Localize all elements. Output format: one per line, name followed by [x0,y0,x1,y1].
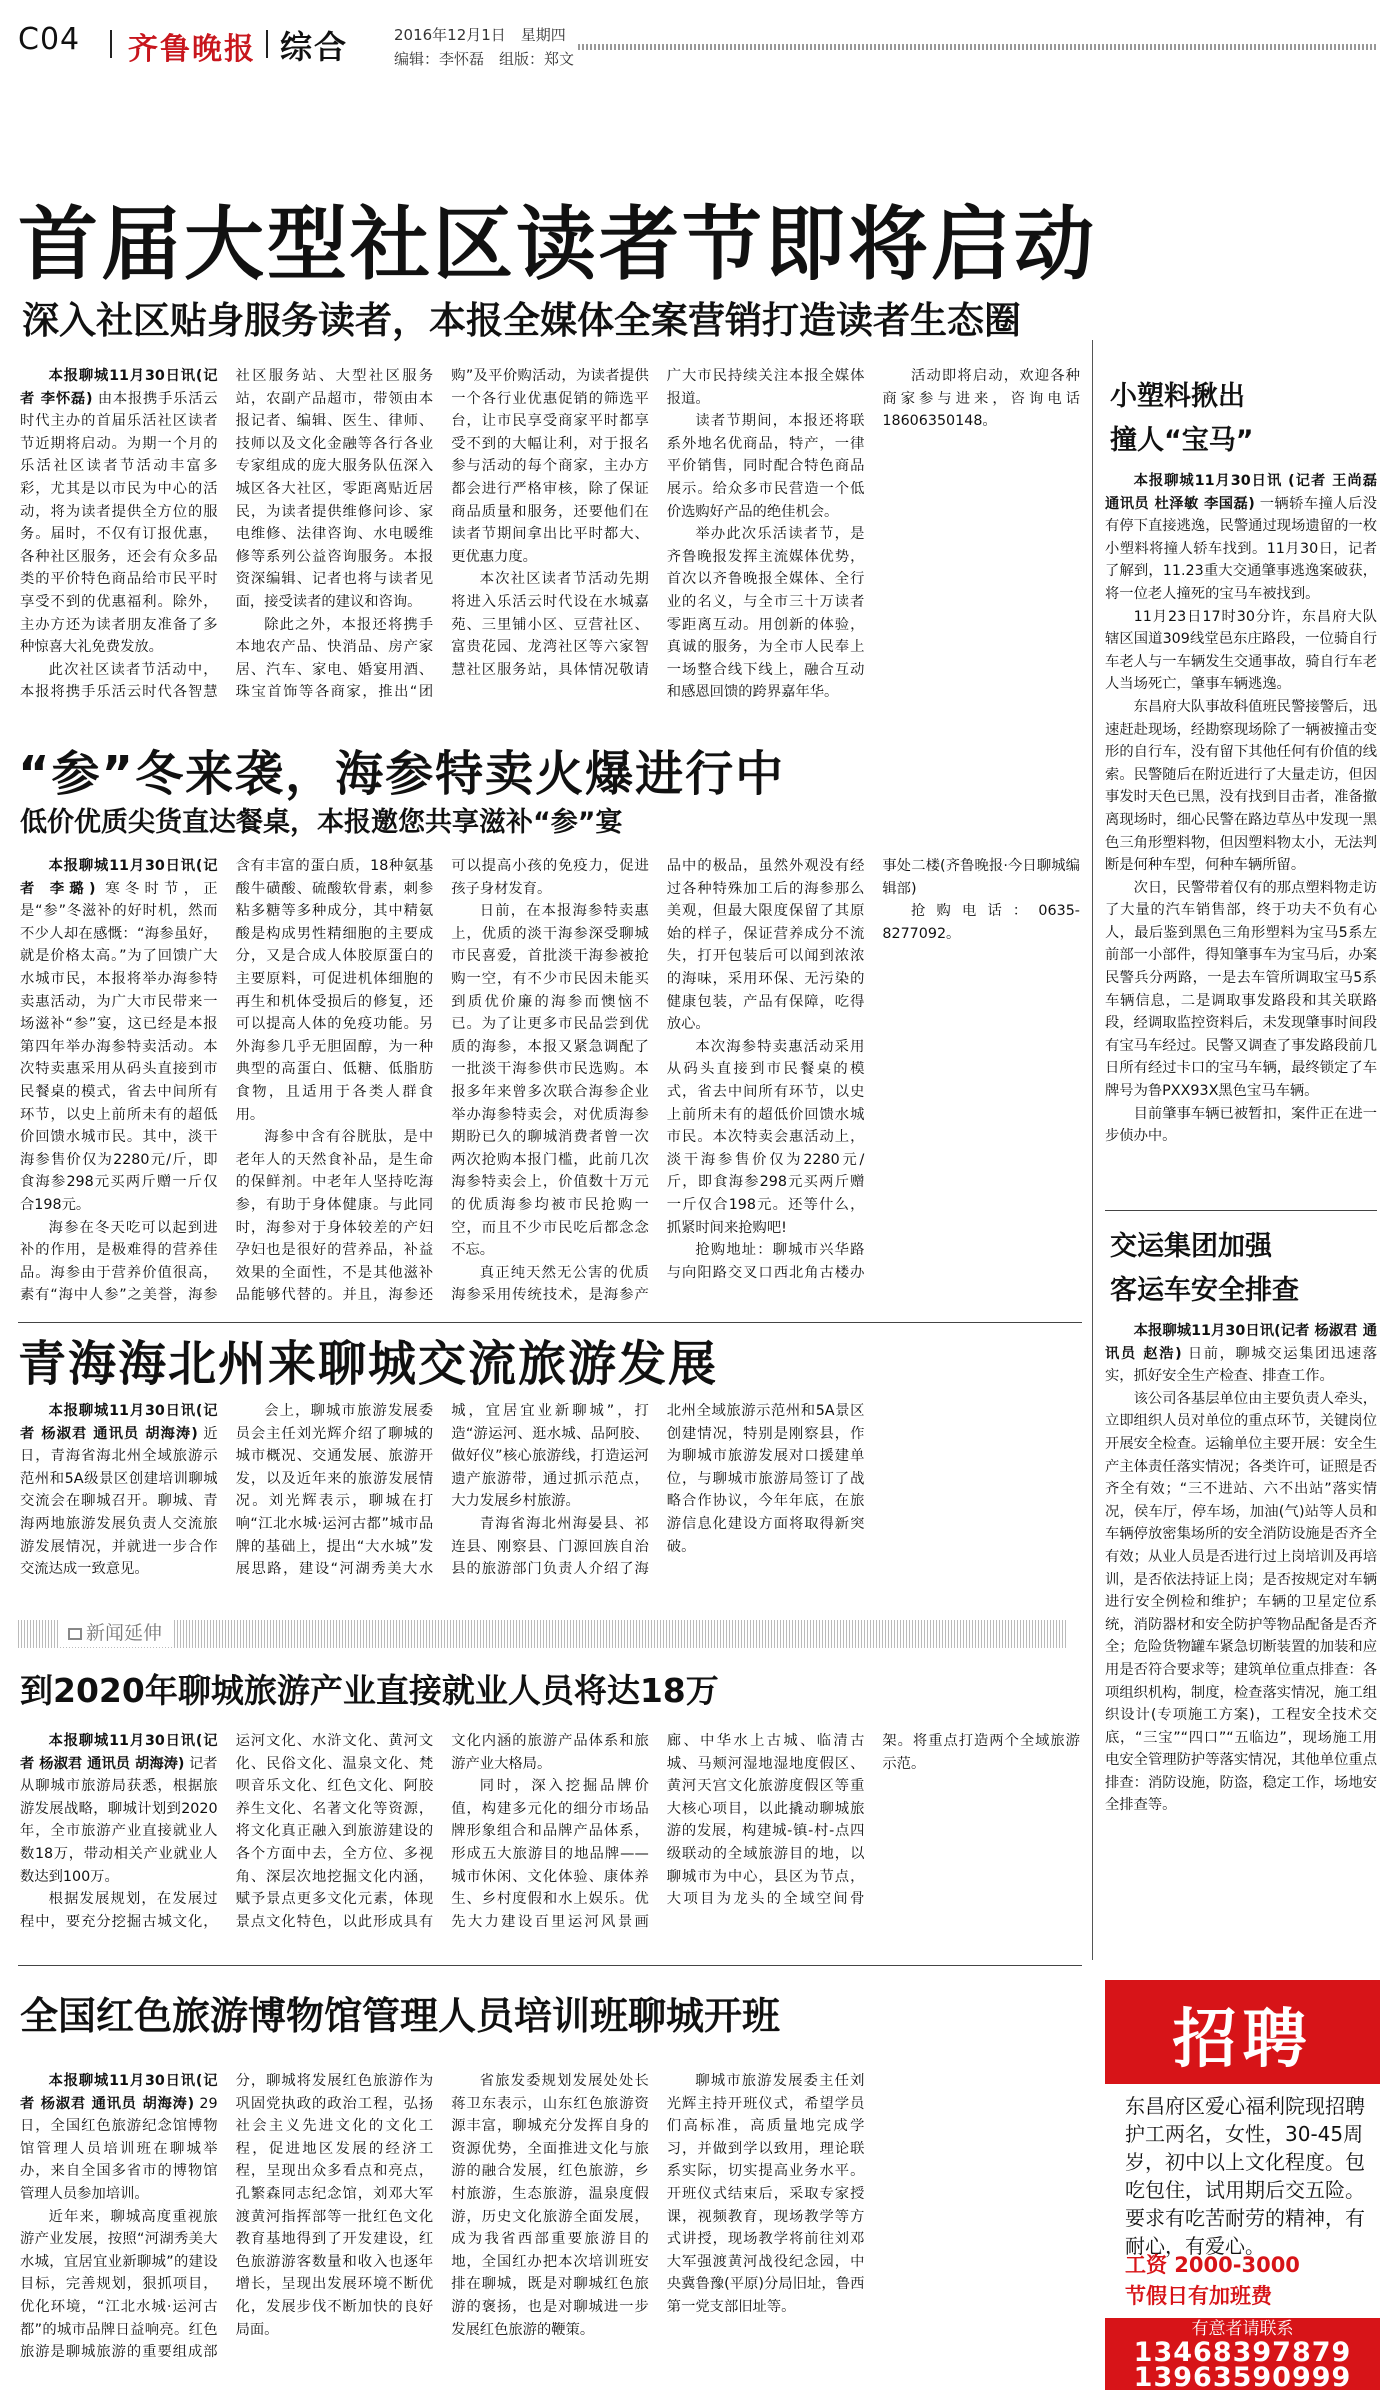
article-paragraph: 同时，深入挖掘品牌价值，构建多元化的细分市场品牌形象组合和品牌产品体系，形成五大旅游目的地品牌——城市休闲、文化体验、康体养生、乡村度假和水上娱乐。优先大力建设百里运河风景画廊、中华水上古城、临清古城、马颊河湿地湿地度假区、黄河天宫文化旅游度假区等重大核心项目，以此撬动聊城旅游的发展，构建城-镇-村-点四级联动的全域旅游目的地，以聊城市为中心，县区为节点，大项目为龙头的全域空间骨架。将重点打造两个全域旅游示范。 [451,1733,1080,1930]
article-paragraph: 活动即将启动，欢迎各种商家参与进来，咨询电话18606350148。 [882,368,1080,430]
lead-subheadline: 深入社区贴身服务读者，本报全媒体全案营销打造读者生态圈 [22,299,1021,342]
article-paragraph: 举办此次乐活读者节，是齐鲁晚报发挥主流媒体优势，首次以齐鲁晚报全媒体、全行业的名义，与全市三十万读者零距离互动。用创新的体验，真诚的服务，为全市人民奉上一场整合线下线上，融合互动和感恩回馈的跨界嘉年华。 [666,526,865,701]
dateline: 本报聊城11月30日讯(记者 李璐) [20,858,218,897]
side-story-headline: 交运集团加强 客运车安全排查 [1110,1231,1299,1306]
ad-pay: 工资 2000-3000 节假日有加班费 [1125,2253,1300,2308]
pattern-bar [18,1620,1068,1648]
article-paragraph: 海参在冬天吃可以起到进补的作用，是极难得的营养佳品。海参由于营养价值很高，素有“海中人参”之美誉，海参含有丰富的蛋白质，18种氨基酸牛磺酸、硫酸软骨素，刺参粘多糖等多种成分，其中精氨酸是构成男性精细胞的主要成分，又是合成人体胶原蛋白的主要原料，可促进机体细胞的再生和机体受损后的修复，还可以提高人体的免疫功能。另外海参几乎无胆固醇，为一种典型的高蛋白、低糖、低脂肪食物，且适用于各类人群食用。 [20,858,434,1304]
news-extension-tag: 新闻延伸 [58,1616,172,1647]
article-paragraph: 本报聊城11月30日讯(记者 李怀磊) 由本报携手乐活云时代主办的首届乐活社区读者节近期将启动。为期一个月的乐活社区读者节活动丰富多彩，尤其是以市民为中心的活动，将为读者提供全方位的服务。届时，不仅有订报优惠，各种社区服务，还会有众多品类的平价特色商品给市民平时享受不到的优惠福利。除外，主办方还为读者朋友准备了多种惊喜大礼免费发放。 [20,368,218,656]
ad-phone-2: 13963590999 [1133,2362,1352,2393]
ad-title: 招聘 [1172,2003,1313,2077]
ad-contact-label: 有意者请联系 [1191,2319,1294,2339]
newspaper-logo: 齐鲁晚报 [128,32,256,67]
article-paragraph: 会上，聊城市旅游发展委员会主任刘光辉介绍了聊城的城市概况、交通发展、旅游开发，以及近年来的旅游发展情况。刘光辉表示，聊城在打响“江北水城·运河古都”城市品牌的基础上，提出“大水城”发展思路，建设“河湖秀美大水城，宜居宜业新聊城”，打造“游运河、逛水城、品阿胶、做好仪”核心旅游线，打造运河遗产旅游带，通过抓示范点，大力发展乡村旅游。 [235,1403,649,1578]
article-paragraph: 本报聊城11月30日讯 (记者 王尚磊 通讯员 杜泽敏 李国磊) 一辆轿车撞人后没有停下直接逃逸，民警通过现场遗留的一枚小塑料将撞人轿车找到。11月30日，记者了解到，11.23重大交通肇事逃逸案破获，将一位老人撞死的宝马车被找到。 [1105,473,1377,602]
article-paragraph: 省旅发委规划发展处处长蒋卫东表示，山东红色旅游资源丰富，聊城充分发挥自身的资源优势，全面推进文化与旅游的融合发展，红色旅游，乡村旅游，生态旅游，温泉度假游，历史文化旅游全面发展，成为我省西部重要旅游目的地，全国红办把本次培训班安排在聊城，既是对聊城红色旅游的褒扬，也是对聊城进一步发展红色旅游的鞭策。 [451,2073,649,2338]
ad-contact-box [1105,2318,1380,2393]
qinghai-article-body [20,1400,1080,1600]
page-number: C04 [18,22,81,57]
sea-cucumber-headline: “参”冬来袭，海参特卖火爆进行中 [18,746,786,802]
article-paragraph: 日前，在本报海参特卖惠上，优质的淡干海参深受聊城市民喜爱，首批淡干海参被抢购一空，有不少市民因未能买到质优价廉的海参而懊恼不已。为了让更多市民品尝到优质的海参，本报又紧急调配了一批淡干海参供市民选购。本报多年来曾多次联合海参企业举办海参特卖会，对优质海参期盼已久的聊城消费者曾一次两次抢购本报门槛，此前几次海参特卖会上，价值数十万元的优质海参均被市民抢购一空，而且不少市民吃后都念念不忘。 [451,903,649,1259]
section-rule [1105,1210,1377,1211]
section-rule [18,1965,1082,1966]
page-header [18,18,1378,68]
article-paragraph: 真正纯天然无公害的优质海参采用传统技术，是海参产品中的极品，虽然外观没有经过各种特殊加工后的海参那么美观，但最大限度保留了其原始的样子，保证营养成分不流失，打开包装后可以闻到浓浓的海味，采用环保、无污染的健康包装，产品有保障，吃得放心。 [451,858,865,1304]
article-paragraph: 抢购电话：0635-8277092。 [882,903,1080,942]
article-paragraph: 本报聊城11月30日讯(记者 杨淑君 通讯员 赵浩) 日前，聊城交运集团迅速落实，抓好安全生产检查、排查工作。 [1105,1323,1377,1385]
column-divider [1092,340,1093,1960]
editor-credits: 编辑：李怀磊 组版：郑文 [394,50,575,68]
article-paragraph: 抢购地址：聊城市兴华路与向阳路交叉口西北角古楼办事处二楼(齐鲁晚报·今日聊城编辑部) [666,858,1080,1281]
article-paragraph: 读者节期间，本报还将联系外地名优商品，特产，一律平价销售，同时配合特色商品展示。给众多市民营造一个低价选购好产品的绝佳机会。 [666,413,865,520]
recruiting-ad [1105,1980,1380,2393]
article-paragraph: 本报聊城11月30日讯(记者 杨淑君 通讯员 胡海涛) 记者从聊城市旅游局获悉，根据旅游发展战略，聊城计划到2020年，全市旅游产业直接就业人数18万，带动相关产业就业人数达到100万。 [20,1733,218,1885]
red-tourism-headline: 全国红色旅游博物馆管理人员培训班聊城开班 [20,1994,781,2038]
section-title: 综合 [280,28,349,66]
header-rule [578,44,1378,50]
header-divider [266,30,268,58]
article-paragraph: 本报聊城11月30日讯(记者 杨淑君 通讯员 胡海涛) 近日，青海省海北州全域旅游示范州和5A级景区创建培训聊城交流会在聊城召开。聊城、青海两地旅游发展负责人交流旅游发展情况，并就进一步合作交流达成一致意见。 [20,1403,218,1578]
lead-article-body [20,365,1080,720]
article-paragraph: 本次社区读者节活动先期将进入乐活云时代设在水城嘉苑、三里铺小区、豆营社区、富贵花园、龙湾社区等六家智慧社区服务站，具体情况敬请广大市民持续关注本报全媒体报道。 [451,368,865,678]
dateline: 本报聊城11月30日讯(记者 杨淑君 通讯员 胡海涛) [20,1733,218,1772]
square-icon [68,1628,82,1640]
article-paragraph: 本次海参特卖惠活动采用从码头直接到市民餐桌的模式，省去中间所有环节，以史上前所未有的超低价回馈水城市民。本次特卖会惠活动上，淡干海参售价仅为2280元/斤，即食海参298元买两斤赠一斤仅合198元。还等什么，抓紧时间来抢购吧! [666,1038,865,1236]
dateline: 本报聊城11月30日讯(记者 杨淑君 通讯员 胡海涛) [20,1403,218,1442]
sea-cucumber-article-body [20,855,1080,1315]
lead-headline: 首届大型社区读者节即将启动 [18,198,1097,291]
side-story-headline: 小塑料揪出 撞人“宝马” [1110,381,1254,456]
article-paragraph: 本报聊城11月30日讯(记者 杨淑君 通讯员 胡海涛) 29日，全国红色旅游纪念馆博物馆管理人员培训班在聊城举办，来自全国多省市的博物馆管理人员参加培训。 [20,2073,218,2202]
article-paragraph: 11月23日17时30分许，东昌府大队辖区国道309线堂邑东庄路段，一位骑自行车老人与一车辆发生交通事故，骑自行车老人当场死亡，肇事车辆逃逸。 [1105,608,1377,693]
article-paragraph: 根据发展规划，在发展过程中，要充分挖掘古城文化，运河文化、水浒文化、黄河文化、民俗文化、温泉文化、梵呗音乐文化、红色文化、阿胶养生文化、名著文化等资源，将文化真正融入到旅游建设的各个方面中去，全方位、多视角、深层次地挖掘文化内涵，赋予景点更多文化元素，体现景点文化特色，以此形成具有文化内涵的旅游产品体系和旅游产业大格局。 [20,1733,649,1930]
article-paragraph: 本报聊城11月30日讯(记者 李璐) 寒冬时节，正是“参”冬滋补的好时机，然而不少人却在感慨：“海参虽好，就是价格太高。”为了回馈广大水城市民，本报将举办海参特卖惠活动，为广大市民带来一场滋补“参”宴，这已经是本报第四年举办海参特卖活动。本次特卖惠采用从码头直接到市民餐桌的模式，省去中间所有环节，以史上前所未有的超低价回馈水城市民。其中，淡干海参售价仅为2280元/斤，即食海参298元买两斤赠一斤仅合198元。 [20,858,218,1213]
qinghai-headline: 青海海北州来聊城交流旅游发展 [18,1336,719,1392]
dateline: 本报聊城11月30日讯(记者 杨淑君 通讯员 赵浩) [1105,1323,1377,1362]
article-paragraph: 海参中含有谷胱肽，是中老年人的天然食补品，是生命的保鲜剂。中老年人坚持吃海参，有助于身体健康。与此同时，海参对于身体较差的产妇孕妇也是很好的营养品，补益效果的全面性，不是其他滋补品能够代替的。并且，海参还可以提高小孩的免疫力，促进孩子身材发育。 [235,858,649,1304]
section-rule [18,1322,1082,1323]
dateline: 本报聊城11月30日讯(记者 杨淑君 通讯员 胡海涛) [20,2073,218,2112]
red-tourism-article-body [20,2070,1080,2375]
article-paragraph: 目前肇事车辆已被暂扣，案件正在进一步侦办中。 [1105,1105,1377,1145]
sea-cucumber-subheadline: 低价优质尖货直达餐桌，本报邀您共享滋补“参”宴 [20,807,623,838]
tourism-jobs-article-body [20,1730,1080,1955]
ad-title-banner [1105,1980,1380,2084]
ad-phone-1: 13468397879 [1133,2337,1352,2368]
dateline: 本报聊城11月30日讯(记者 李怀磊) [20,368,218,407]
article-paragraph: 该公司各基层单位由主要负责人牵头，立即组织人员对单位的重点环节，关键岗位开展安全检查。运输单位主要开展：安全生产主体责任落实情况；各类许可，证照是否齐全有效；“三不进站、六不出站”落实情况，侯车厅，停车场，加油(气)站等人员和车辆停放密集场所的安全消防设施是否齐全有效；从业人员是否进行过上岗培训及再培训，是否依法持证上岗；是否按规定对车辆进行安全例检和维护；车辆的卫星定位系统，消防器材和安全防护等物品配备是否齐全；危险货物罐车紧急切断装置的加装和应用是否符合要求等；建筑单位重点排查：各项组织机构，制度，检查落实情况，施工组织设计(专项施工方案)，工程安全技术交底，“三宝”“四口”“五临边”，现场施工用电安全管理防护等落实情况，其他单位重点排查：消防设施，防盗，稳定工作，场地安全排查等。 [1105,1390,1377,1814]
news-extension-bar [18,1610,1068,1650]
side-story-body [1105,1320,1377,1970]
article-paragraph: 此次社区读者节活动中，本报将携手乐活云时代各智慧社区服务站、大型社区服务站，农副产品超市，带领由本报记者、编辑、医生、律师、技师以及文化金融等各行各业专家组成的庞大服务队伍深入城区各大社区，零距离贴近居民，为读者提供维修问诊、家电维修、法律咨询、水电暖维修等系列公益咨询服务。本报资深编辑、记者也将与读者见面，接受读者的建议和咨询。 [20,368,434,701]
tourism-jobs-headline: 到2020年聊城旅游产业直接就业人员将达18万 [20,1671,719,1710]
issue-date: 2016年12月1日 星期四 [394,26,566,44]
article-paragraph: 东昌府大队事故科值班民警接警后，迅速赶赴现场，经勘察现场除了一辆被撞击变形的自行车，没有留下其他任何有价值的线索。民警随后在附近进行了大量走访，但因事发时天色已黑，没有找到目击者，准备撤离现场时，细心民警在路边草丛中发现一黑色三角形塑料物，但因塑料物太小，无法判断是何种车型，何种车辆所留。 [1105,698,1377,874]
dateline: 本报聊城11月30日讯 (记者 王尚磊 通讯员 杜泽敏 李国磊) [1105,473,1377,512]
article-paragraph: 聊城市旅游发展委主任刘光辉主持开班仪式，希望学员们高标准，高质量地完成学习，并做到学以致用，理论联系实际，切实提高业务水平。开班仪式结束后，采取专家授课，视频教育，现场教学等方式讲授，现场教学将前往刘邓大军强渡黄河战役纪念园，中央冀鲁豫(平原)分局旧址，鲁西第一党支部旧址等。 [666,2073,865,2315]
ad-body-text: 东昌府区爱心福利院现招聘护工两名，女性，30-45周岁，初中以上文化程度。包吃包住，试用期后交五险。要求有吃苦耐劳的精神，有耐心，有爱心。 [1125,2094,1365,2258]
header-divider [110,30,112,58]
article-paragraph: 次日，民警带着仅有的那点塑料物走访了大量的汽车销售部，终于功夫不负有心人，最后鉴到黑色三角形塑料为宝马5系左前部一小部件，得知肇事车为宝马后，办案民警兵分两路，一是去车管所调取宝马5系车辆信息，二是调取事发路段和其关联路段，经调取监控资料后，未发现肇事时间段有宝马车经过。民警又调查了事发路段前几日所有经过卡口的宝马车辆，最终锁定了车牌号为鲁PXX93X黑色宝马车辆。 [1105,879,1377,1100]
article-paragraph: 近年来，聊城高度重视旅游产业发展，按照“河湖秀美大水城，宜居宜业新聊城”的建设目标，完善规划，狠抓项目，优化环境，“江北水城·运河古都”的城市品牌日益响亮。红色旅游是聊城旅游的重要组成部分，聊城将发展红色旅游作为巩固党执政的政治工程，弘扬社会主义先进文化的文化工程，促进地区发展的经济工程，呈现出众多看点和亮点，孔繁森同志纪念馆，刘邓大军渡黄河指挥部等一批红色文化教育基地得到了开发建设，红色旅游游客数量和收入也逐年增长，呈现出发展环境不断优化，发展步伐不断加快的良好局面。 [20,2073,434,2361]
article-paragraph: 除此之外，本报还将携手本地农产品、快消品、房产家居、汽车、家电、婚宴用酒、珠宝首饰等各商家，推出“团购”及平价购活动，为读者提供一个各行业优惠促销的筛选平台，让市民享受商家平时都享受不到的大幅让利，对于报名参与活动的每个商家，主办方都会进行严格审核，除了保证商品质量和服务，还要他们在读者节期间拿出比平时都大、更优惠力度。 [235,368,649,701]
article-paragraph: 青海省海北州海晏县、祁连县、刚察县、门源回族自治县的旅游部门负责人介绍了海北州全域旅游示范州和5A景区创建情况，特别是刚察县，作为聊城市旅游发展对口援建单位，与聊城市旅游局签订了战略合作协议，今年年底，在旅游信息化建设方面将取得新突破。 [451,1403,865,1578]
